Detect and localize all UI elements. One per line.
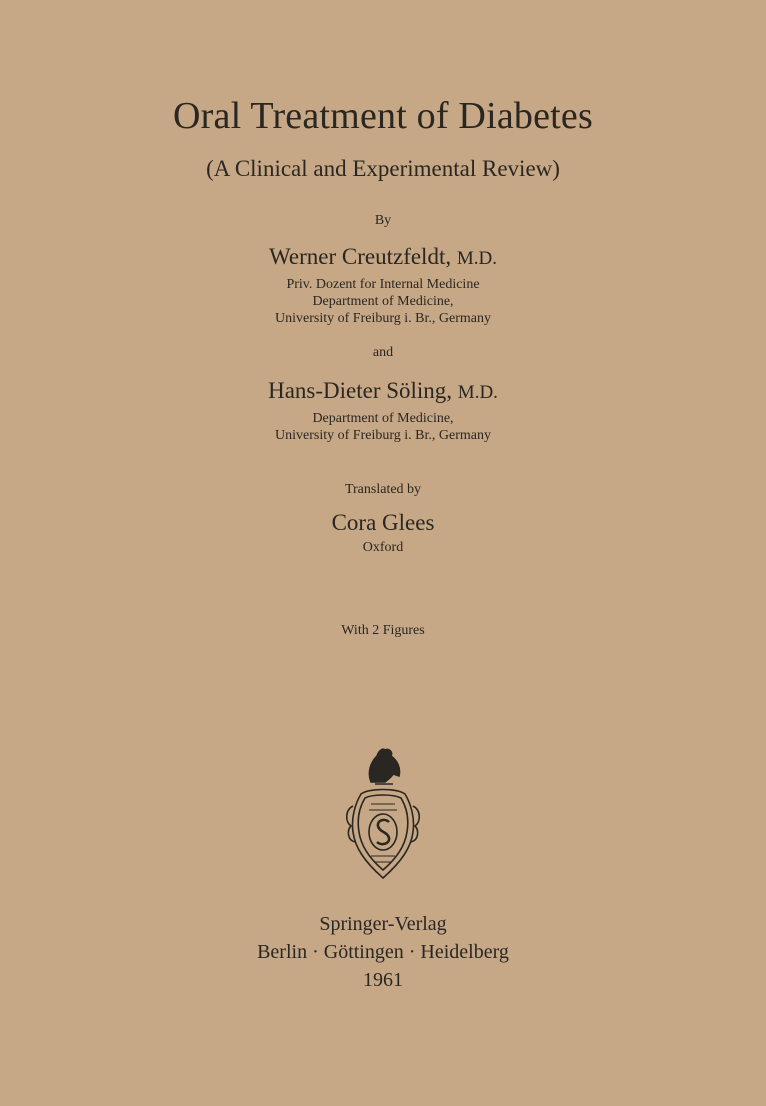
translator-name: Cora Glees bbox=[331, 510, 435, 535]
figures-note: With 2 Figures bbox=[341, 623, 425, 638]
affiliation-line: Priv. Dozent for Internal Medicine bbox=[286, 277, 480, 292]
affiliation-line: Department of Medicine, bbox=[312, 411, 454, 426]
author-2-name: Hans-Dieter Söling, bbox=[268, 378, 453, 403]
by-label: By bbox=[374, 213, 392, 228]
publication-year: 1961 bbox=[363, 969, 403, 991]
author-1 bbox=[0, 244, 766, 270]
translated-by-label: Translated by bbox=[344, 482, 422, 497]
author-2 bbox=[0, 378, 766, 404]
author-1-name: Werner Creutzfeldt, bbox=[269, 244, 452, 269]
affiliation-line: Department of Medicine, bbox=[312, 294, 454, 309]
book-subtitle: (A Clinical and Experimental Review) bbox=[206, 156, 560, 181]
author-2-degree: M.D. bbox=[457, 382, 498, 403]
book-title: Oral Treatment of Diabetes bbox=[173, 95, 593, 137]
affiliation-line: University of Freiburg i. Br., Germany bbox=[275, 311, 491, 326]
translator-city: Oxford bbox=[362, 540, 404, 555]
springer-knight-logo-icon bbox=[341, 744, 425, 884]
and-label: and bbox=[372, 345, 394, 360]
affiliation-line: University of Freiburg i. Br., Germany bbox=[275, 428, 491, 443]
author-2-affiliation bbox=[0, 410, 766, 444]
publisher: Springer-Verlag bbox=[319, 913, 447, 935]
author-1-affiliation bbox=[0, 276, 766, 327]
publication-places: Berlin · Göttingen · Heidelberg bbox=[257, 941, 509, 963]
author-1-degree: M.D. bbox=[456, 248, 497, 269]
